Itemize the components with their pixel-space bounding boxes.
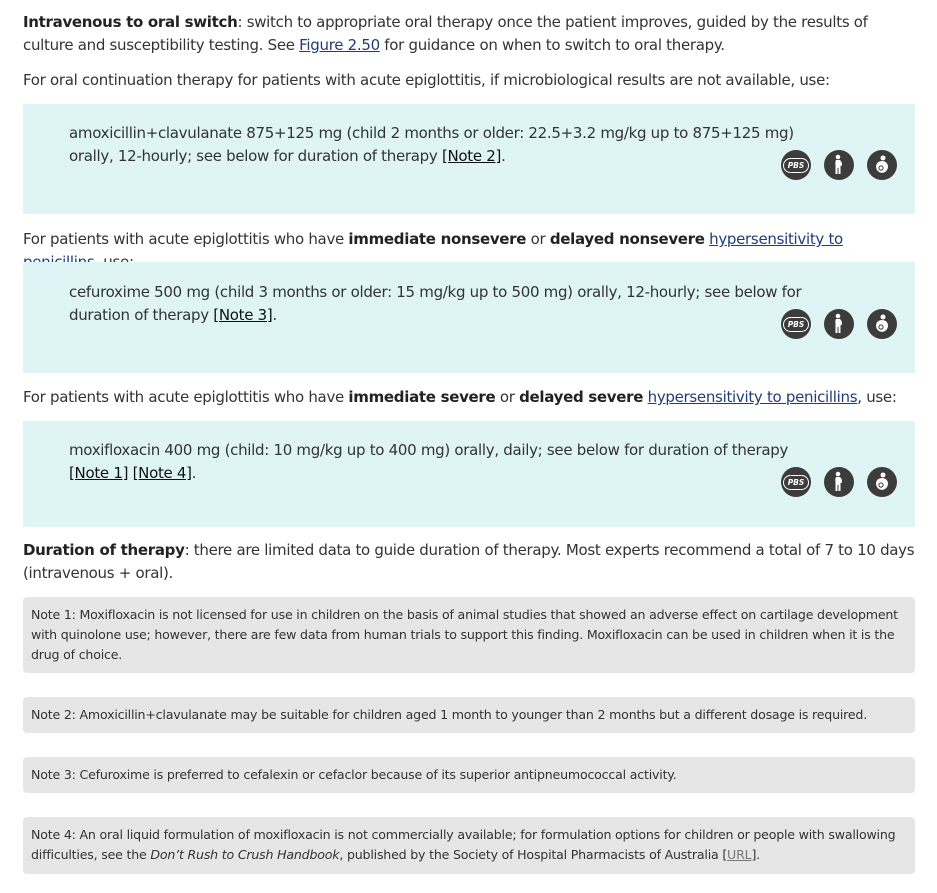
iv-switch-text: : switch to appropriate oral therapy once the patient improves, guided by the results of culture and susceptibility testing. See [23, 13, 868, 54]
oral-intro: For oral continuation therapy for patients with acute epiglottitis, if microbiological results are not available, use: [23, 71, 830, 89]
iv-switch-paragraph [23, 11, 918, 57]
pbs-icon[interactable] [781, 467, 811, 497]
note-2 [23, 697, 915, 733]
breastfeeding-icon[interactable] [867, 150, 897, 180]
note-2-text: Note 2: Amoxicillin+clavulanate may be suitable for children aged 1 month to younger than 2 months but a different dosage is required. [31, 707, 868, 722]
handbook-title: Don’t Rush to Crush Handbook [150, 847, 340, 862]
therapy-dose: moxifloxacin 400 mg (child: 10 mg/kg up to 400 mg) orally, daily; see below for duration of therapy [69, 441, 789, 459]
pregnancy-icon[interactable] [824, 150, 854, 180]
note-4 [23, 817, 915, 874]
penicillin-hypersensitivity-link[interactable]: hypersensitivity to penicillins [647, 388, 858, 406]
therapy-box-moxifloxacin [23, 421, 915, 527]
pbs-icon-label: PBS [783, 317, 809, 332]
note-3-text: Note 3: Cefuroxime is preferred to cefalexin or cefaclor because of its superior antipneumococcal activity. [31, 767, 677, 782]
therapy-text-cefuroxime [69, 281, 829, 327]
breastfeeding-icon-glyph [872, 313, 892, 335]
note-1 [23, 597, 915, 673]
note-1-text: Note 1: Moxifloxacin is not licensed for use in children on the basis of animal studies that showed an adverse effect on cartilage development with quinolone use; however, there are few data from human trials to support this finding. Moxifloxacin can be used in children when it is the drug of choice. [31, 607, 898, 662]
bold-immediate-severe: immediate severe [348, 388, 496, 406]
pbs-icon[interactable] [781, 309, 811, 339]
pregnancy-icon-glyph [830, 313, 848, 335]
breastfeeding-icon-glyph [872, 471, 892, 493]
text: For patients with acute epiglottitis who have [23, 230, 349, 248]
therapy-icons [781, 150, 897, 180]
therapy-box-amoxicillin [23, 104, 915, 214]
note-1-link[interactable]: [Note 1] [69, 464, 129, 482]
therapy-dose: cefuroxime 500 mg (child 3 months or older: 15 mg/kg up to 500 mg) orally, 12-hourly; see below for duration of therapy [69, 283, 802, 324]
text: For patients with acute epiglottitis who have [23, 388, 349, 406]
duration-label: Duration of therapy [23, 541, 185, 559]
therapy-icons [781, 309, 897, 339]
text: Note 4: An oral liquid formulation of moxifloxacin is not commercially available; for formulation options for children or people with swallowing difficulties, see the [31, 827, 896, 862]
note-2-link[interactable]: [Note 2] [441, 147, 502, 165]
period: . [191, 464, 197, 482]
therapy-dose: amoxicillin+clavulanate 875+125 mg (child 2 months or older: 22.5+3.2 mg/kg up to 875+125 mg) orally, 12-hourly; see below for duration of therapy [69, 124, 794, 165]
figure-link[interactable]: Figure 2.50 [299, 36, 380, 54]
therapy-box-cefuroxime [23, 262, 915, 373]
pbs-icon[interactable] [781, 150, 811, 180]
url-link[interactable]: URL [727, 847, 752, 862]
breastfeeding-icon[interactable] [867, 467, 897, 497]
pregnancy-icon-glyph [830, 471, 848, 493]
therapy-text-moxifloxacin [69, 439, 829, 485]
breastfeeding-icon[interactable] [867, 309, 897, 339]
pregnancy-icon-glyph [830, 154, 848, 176]
period: . [501, 147, 506, 165]
penicillin-hypersensitivity-link[interactable]: hypersensitivity to [709, 230, 843, 248]
pregnancy-icon[interactable] [824, 467, 854, 497]
severe-paragraph [23, 386, 918, 409]
note-4-link[interactable]: [Note 4] [132, 464, 192, 482]
therapy-text-amoxicillin [69, 122, 829, 168]
text: or [526, 230, 550, 248]
iv-switch-label: Intravenous to oral switch [23, 13, 238, 31]
pbs-icon-label: PBS [783, 475, 809, 490]
period: . [272, 306, 277, 324]
duration-paragraph [23, 539, 918, 585]
bold-immediate-nonsevere: immediate nonsevere [348, 230, 527, 248]
text: or [495, 388, 520, 406]
text: , published by the Society of Hospital Pharmacists of Australia [ [339, 847, 728, 862]
iv-switch-text-end: for guidance on when to switch to oral therapy. [379, 36, 725, 54]
note-4-text [31, 825, 905, 865]
therapy-icons [781, 467, 897, 497]
note-3 [23, 757, 915, 793]
breastfeeding-icon-glyph [872, 154, 892, 176]
pbs-icon-label: PBS [783, 158, 809, 173]
pregnancy-icon[interactable] [824, 309, 854, 339]
text: ]. [751, 847, 760, 862]
bold-delayed-severe: delayed severe [519, 388, 644, 406]
text: , use: [857, 388, 897, 406]
note-3-link[interactable]: [Note 3] [213, 306, 273, 324]
duration-text: : there are limited data to guide duration of therapy. Most experts recommend a total of 7 to 10 days (intravenous + oral). [23, 541, 915, 582]
bold-delayed-nonsevere: delayed nonsevere [549, 230, 705, 248]
